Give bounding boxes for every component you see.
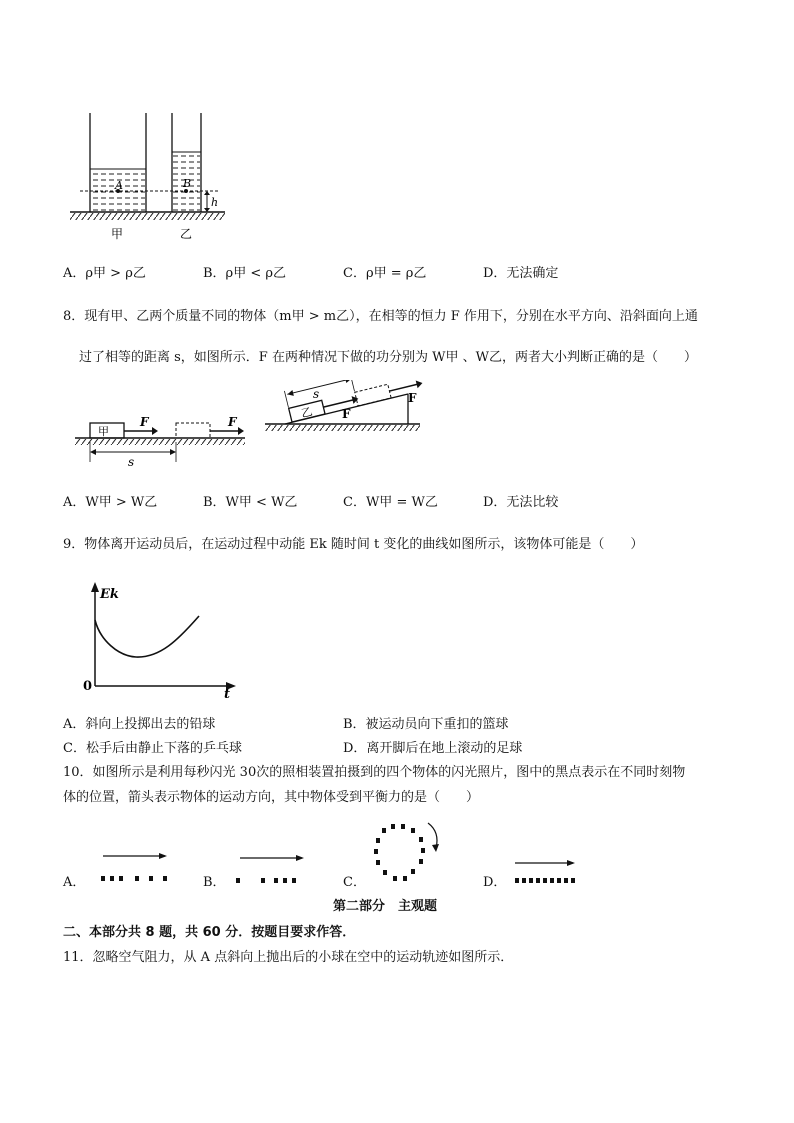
label-jia: 甲	[111, 227, 124, 241]
label-yi: 乙	[180, 227, 193, 241]
q10-figure-a	[101, 853, 167, 881]
block-yi-label: 乙	[299, 405, 314, 421]
height-label: h	[211, 196, 219, 209]
graph-xlabel: t	[224, 687, 231, 698]
block-jia-label: 甲	[98, 425, 109, 438]
q10-figure-c	[374, 823, 439, 881]
svg-text:s: s	[313, 387, 320, 401]
part2-title: 第二部分 主观题	[333, 899, 438, 914]
q8-option-d[interactable]: D．无法比较	[483, 495, 559, 510]
q8-stem-line2: 过了相等的距离 s，如图所示．F 在两种情况下做的功分别为 W甲 、W乙，两者大小判断正确的是（ ）	[79, 350, 697, 365]
graph-ylabel: Ek	[100, 587, 119, 602]
q7-option-b[interactable]: B．ρ甲 < ρ乙	[203, 266, 286, 281]
q10-figures	[95, 818, 595, 890]
q9-option-d[interactable]: D．离开脚后在地上滚动的足球	[343, 741, 523, 756]
q10-option-a[interactable]: A．	[63, 875, 86, 890]
svg-text:F: F	[228, 415, 237, 429]
ek-curve	[95, 616, 199, 657]
svg-text:F: F	[140, 415, 149, 429]
q10-option-d[interactable]: D．	[483, 875, 507, 890]
q9-ek-graph	[78, 578, 248, 698]
q8-option-a[interactable]: A．W甲 > W乙	[63, 495, 158, 510]
q7-figure	[60, 105, 230, 245]
q8-option-b[interactable]: B．W甲 < W乙	[203, 495, 298, 510]
q9-option-c[interactable]: C．松手后由静止下落的乒乓球	[63, 741, 242, 756]
q10-stem-line1: 10．如图所示是利用每秒闪光 30次的照相装置拍摄到的四个物体的闪光照片，图中的黑点表示在不同时刻物	[63, 765, 686, 780]
svg-text:s: s	[128, 455, 135, 469]
q11-stem: 11．忽略空气阻力，从 A 点斜向上抛出后的小球在空中的运动轨迹如图所示．	[63, 950, 514, 965]
q8-option-c[interactable]: C．W甲 = W乙	[343, 495, 438, 510]
q7-option-c[interactable]: C．ρ甲 = ρ乙	[343, 266, 427, 281]
q10-stem-line2: 体的位置，箭头表示物体的运动方向，其中物体受到平衡力的是（ ）	[63, 790, 480, 805]
q7-option-d[interactable]: D．无法确定	[483, 266, 559, 281]
q8-stem-line1: 8．现有甲、乙两个质量不同的物体（m甲 > m乙），在相等的恒力 F 作用下，分别在水平方向、沿斜面向上通	[63, 309, 698, 324]
point-b-label: B	[183, 177, 192, 190]
q10-figure-b	[236, 855, 304, 883]
point-a-label: A	[115, 179, 123, 192]
q10-option-b[interactable]: B．	[203, 875, 226, 890]
graph-origin: 0	[83, 679, 93, 694]
svg-text:F: F	[342, 407, 351, 421]
q9-option-b[interactable]: B．被运动员向下重扣的篮球	[343, 717, 509, 732]
svg-text:F: F	[408, 391, 417, 405]
q8-figure	[70, 380, 450, 470]
q10-figure-d	[515, 860, 575, 883]
q10-option-c[interactable]: C．	[343, 875, 366, 890]
q9-option-a[interactable]: A．斜向上投掷出去的铅球	[63, 717, 216, 732]
part2-instruction: 二、本部分共 8 题，共 60 分．按题目要求作答．	[63, 925, 356, 940]
q9-stem: 9．物体离开运动员后，在运动过程中动能 Ek 随时间 t 变化的曲线如图所示，该物体可能是（ ）	[63, 537, 644, 552]
q7-option-a[interactable]: A．ρ甲 > ρ乙	[63, 266, 146, 281]
